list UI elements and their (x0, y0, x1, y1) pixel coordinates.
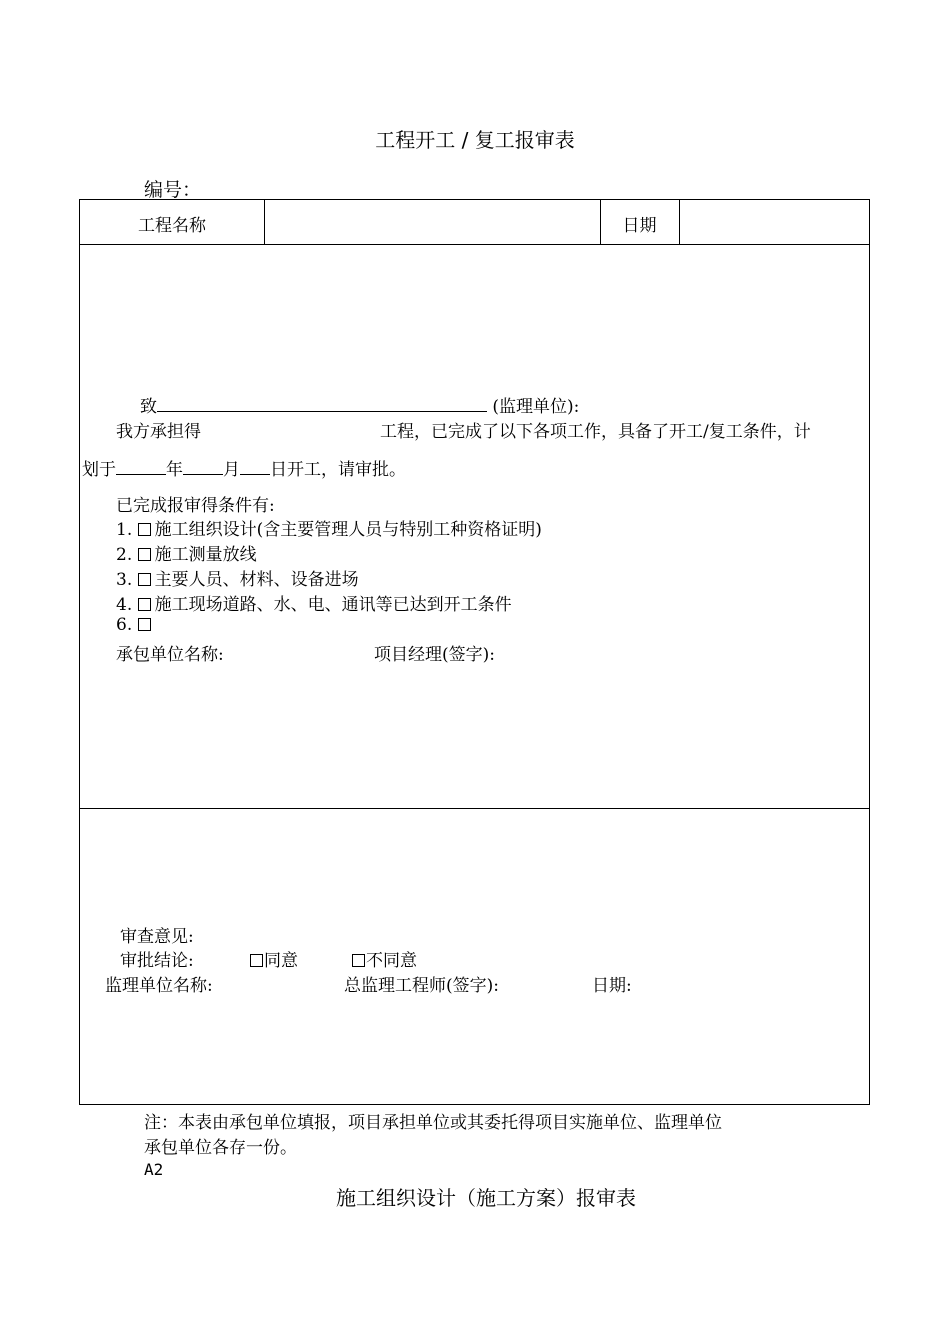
project-name-label: 工程名称 (138, 216, 206, 236)
serial-number-label: 编号： (144, 179, 202, 201)
month-blank[interactable] (183, 458, 223, 475)
review-conclusion-label: 审批结论: (120, 951, 194, 971)
date-label: 日期 (622, 216, 657, 236)
checkbox[interactable] (138, 573, 151, 586)
condition-text: 主要人员、材料、设备进场 (154, 570, 359, 590)
checkbox[interactable] (138, 598, 151, 611)
supervisor-unit-blank[interactable] (157, 395, 487, 412)
chief-engineer-signature-label: 总监理工程师(签字): (344, 976, 499, 996)
start-date-line (82, 455, 406, 480)
next-form-code: A2 (144, 1160, 164, 1179)
review-date-label: 日期: (592, 976, 632, 996)
day-blank[interactable] (240, 458, 270, 475)
to-suffix: (监理单位): (492, 397, 580, 417)
note-line-2: 承包单位各存一份。 (144, 1138, 297, 1158)
col-divider-1 (264, 200, 265, 244)
year-label: 年 (166, 460, 183, 480)
checkbox[interactable] (138, 618, 151, 631)
col-divider-3 (679, 200, 680, 244)
to-prefix: 致 (140, 397, 157, 417)
agree-label: 同意 (264, 951, 298, 971)
line1-suffix: 工程，已完成了以下各项工作，具备了开工/复工条件，计 (380, 422, 811, 442)
disagree-option[interactable] (352, 946, 417, 971)
agree-checkbox[interactable] (250, 954, 263, 967)
condition-item (116, 615, 155, 635)
condition-num: 1. (116, 520, 133, 540)
pm-signature-label: 项目经理(签字): (374, 645, 495, 665)
form-title: 工程开工 / 复工报审表 (375, 128, 575, 152)
day-suffix: 日开工，请审批。 (270, 460, 406, 480)
line1-prefix: 我方承担得 (116, 422, 201, 442)
checkbox[interactable] (138, 523, 151, 536)
condition-item (116, 590, 512, 615)
condition-item (116, 540, 257, 565)
review-opinion-label: 审查意见: (120, 927, 194, 947)
condition-item (116, 515, 542, 540)
condition-item (116, 565, 359, 590)
month-label: 月 (223, 460, 240, 480)
supervisor-unit-label: 监理单位名称: (105, 976, 213, 996)
checkbox[interactable] (138, 548, 151, 561)
header-row-divider (80, 244, 869, 245)
year-blank[interactable] (116, 458, 166, 475)
addressee-line (140, 392, 579, 417)
next-form-title: 施工组织设计（施工方案）报审表 (336, 1186, 636, 1210)
note-line-1: 注：本表由承包单位填报，项目承担单位或其委托得项目实施单位、监理单位 (144, 1113, 722, 1133)
condition-text: 施工现场道路、水、电、通讯等已达到开工条件 (154, 595, 512, 615)
conditions-title: 已完成报审得条件有: (116, 496, 275, 516)
condition-text: 施工组织设计(含主要管理人员与特别工种资格证明) (154, 520, 542, 540)
contractor-label: 承包单位名称: (116, 645, 224, 665)
agree-option[interactable] (250, 946, 298, 971)
condition-text: 施工测量放线 (154, 545, 257, 565)
condition-num: 2. (116, 545, 133, 565)
disagree-label: 不同意 (366, 951, 417, 971)
line2-prefix: 划于 (82, 460, 116, 480)
section-divider (80, 808, 869, 809)
condition-num: 3. (116, 570, 133, 590)
condition-num: 4. (116, 595, 133, 615)
condition-num: 6. (116, 615, 133, 635)
disagree-checkbox[interactable] (352, 954, 365, 967)
